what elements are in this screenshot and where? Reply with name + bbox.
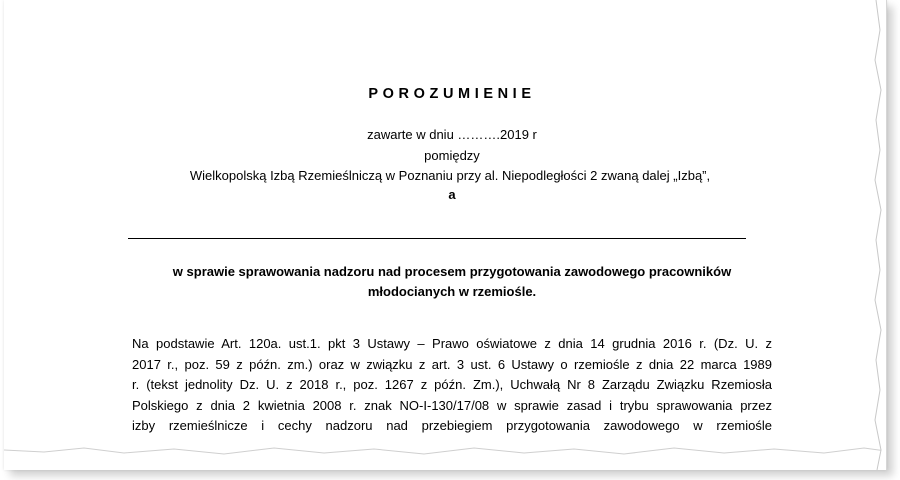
body-line: 2017 r., poz. 59 z późn. zm.) oraz w związku z art. 3 ust. 6 Ustawy o rzemiośle z dnia 22 marca 1989 — [132, 356, 772, 372]
subject-line-1: w sprawie sprawowania nadzoru nad procesem przygotowania zawodowego pracowników — [172, 264, 732, 279]
body-line: Polskiego z dnia 2 kwietnia 2008 r. znak NO-I-130/17/08 w sprawie zasad i trybu sprawowania przez — [132, 397, 772, 413]
first-party-line: Wielkopolską Izbą Rzemieślniczą w Poznaniu przy al. Niepodległości 2 zwaną dalej „Izbą”, — [189, 168, 711, 183]
torn-edge-right — [870, 0, 886, 470]
body-paragraph — [132, 334, 772, 437]
agreement-date-line: zawarte w dniu ……….2019 r — [367, 127, 537, 142]
second-party-blank-line — [128, 238, 746, 239]
torn-edge-bottom — [4, 436, 886, 470]
body-line: izby rzemieślnicze i cechy nadzoru nad przebiegiem przygotowania zawodowego w rzemiośle — [132, 418, 772, 433]
between-line: pomiędzy — [424, 148, 480, 163]
document-title: POROZUMIENIE — [368, 86, 536, 102]
subject-line-2: młodocianych w rzemiośle. — [367, 284, 537, 299]
and-line: a — [448, 187, 456, 202]
body-line: r. (tekst jednolity Dz. U. z 2018 r., poz. 1267 z późn. Zm.), Uchwałą Nr 8 Zarządu Związku Rzemiosła — [132, 377, 772, 392]
body-line: Na podstawie Art. 120a. ust.1. pkt 3 Ustawy – Prawo oświatowe z dnia 14 grudnia 2016 r. (Dz. U. z — [132, 336, 772, 351]
document-page — [4, 0, 887, 470]
